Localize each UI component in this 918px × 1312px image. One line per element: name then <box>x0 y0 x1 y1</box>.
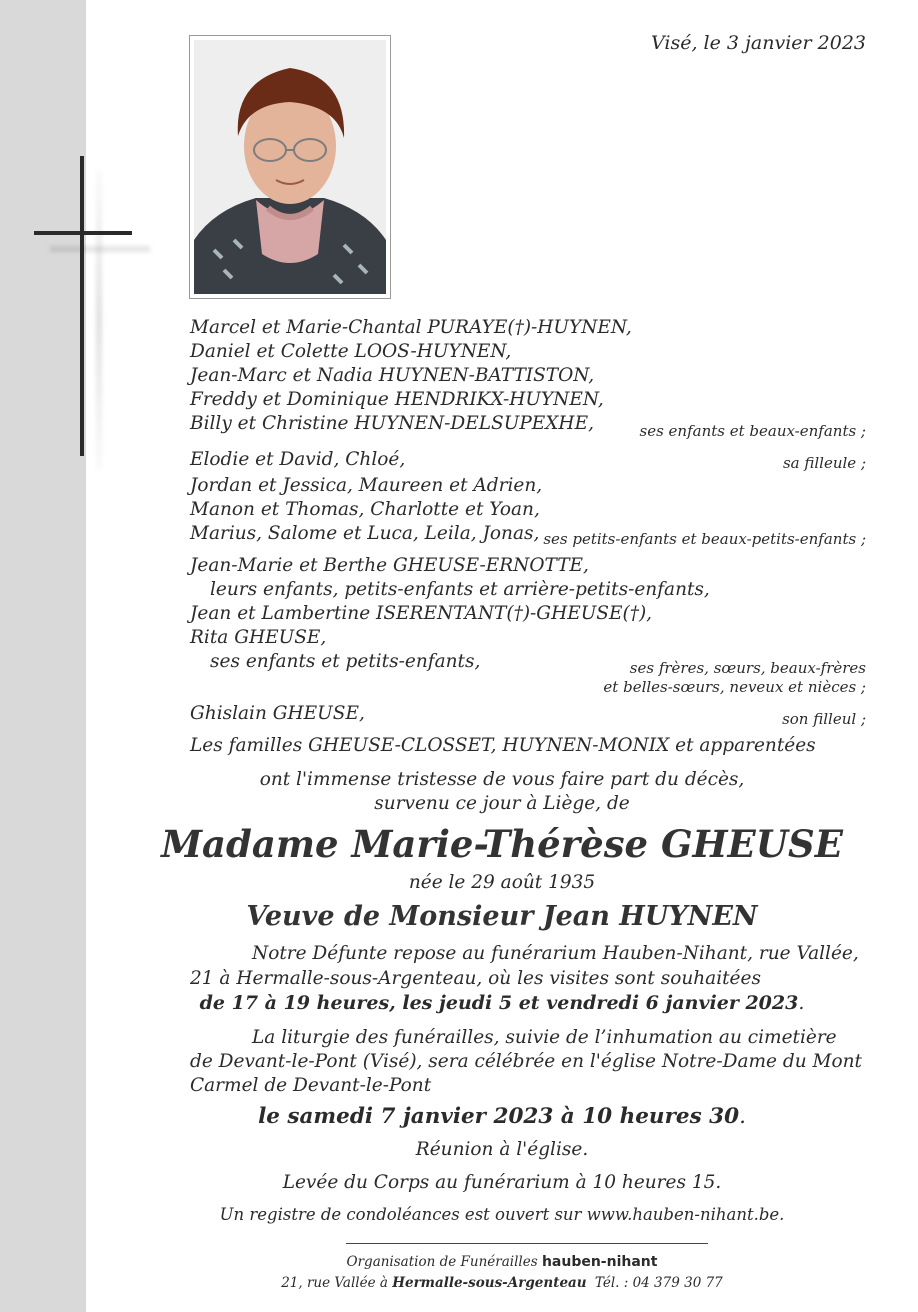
announcement-line: ont l'immense tristesse de vous faire part du décès, <box>259 769 745 790</box>
left-gray-band <box>0 0 86 1312</box>
announcement-line: survenu ce jour à Liège, de <box>374 793 630 814</box>
family-line: Jean et Lambertine ISERENTANT(†)-GHEUSE(†), <box>190 603 653 624</box>
footer-organisation: Organisation de Funérailles hauben-nihant <box>346 1254 658 1270</box>
deceased-name: Madame Marie-Thérèse GHEUSE <box>161 822 843 866</box>
family-line: Daniel et Colette LOOS-HUYNEN, <box>190 341 512 362</box>
family-line: Jordan et Jessica, Maureen et Adrien, <box>190 475 543 496</box>
family-line: Billy et Christine HUYNEN-DELSUPEXHE, <box>190 413 594 434</box>
family-line: Ghislain GHEUSE, <box>190 703 365 724</box>
family-line: Jean-Marie et Berthe GHEUSE-ERNOTTE, <box>190 555 589 576</box>
birth-date: née le 29 août 1935 <box>408 872 596 893</box>
meeting-note: Réunion à l'église. <box>415 1139 589 1160</box>
visit-hours: de 17 à 19 heures, les jeudi 5 et vendredi 6 janvier 2023. <box>199 992 805 1014</box>
relation-note: sa filleule ; <box>782 454 866 472</box>
cross-shadow <box>96 170 102 470</box>
detail-line: Carmel de Devant-le-Pont <box>190 1075 432 1096</box>
relation-note: ses frères, sœurs, beaux-frères <box>629 659 866 677</box>
funeral-home-logo: hauben-nihant <box>541 1254 658 1270</box>
family-line: Les familles GHEUSE-CLOSSET, HUYNEN-MONIX et apparentées <box>190 735 816 756</box>
family-line: ses enfants et petits-enfants, <box>210 651 481 672</box>
relation-note: son filleul ; <box>782 710 866 728</box>
relation-note: et belles-sœurs, neveux et nièces ; <box>603 678 866 696</box>
register-note: Un registre de condoléances est ouvert sur www.hauben-nihant.be. <box>219 1205 785 1224</box>
detail-line: 21 à Hermalle-sous-Argenteau, où les visites sont souhaitées <box>190 968 761 989</box>
notice-date: Visé, le 3 janvier 2023 <box>650 32 866 54</box>
widow-of: Veuve de Monsieur Jean HUYNEN <box>246 901 758 932</box>
family-line: Marcel et Marie-Chantal PURAYE(†)-HUYNEN, <box>190 317 632 338</box>
levee-note: Levée du Corps au funérarium à 10 heures 15. <box>282 1172 722 1193</box>
family-line: Elodie et David, Chloé, <box>190 449 406 470</box>
relation-note: ses petits-enfants et beaux-petits-enfants ; <box>543 530 866 548</box>
detail-line: La liturgie des funérailles, suivie de l’inhumation au cimetière <box>252 1027 837 1048</box>
detail-line: Notre Défunte repose au funérarium Hauben-Nihant, rue Vallée, <box>252 943 859 964</box>
portrait-photo <box>194 40 386 294</box>
detail-line: de Devant-le-Pont (Visé), sera célébrée en l'église Notre-Dame du Mont <box>190 1051 862 1072</box>
family-line: Rita GHEUSE, <box>190 627 327 648</box>
cross-icon-bar <box>34 231 132 235</box>
family-line: Manon et Thomas, Charlotte et Yoan, <box>190 499 540 520</box>
family-line: Jean-Marc et Nadia HUYNEN-BATTISTON, <box>190 365 595 386</box>
family-line: Marius, Salome et Luca, Leila, Jonas, <box>190 523 540 544</box>
family-line: leurs enfants, petits-enfants et arrière-petits-enfants, <box>210 579 710 600</box>
family-line: Freddy et Dominique HENDRIKX-HUYNEN, <box>190 389 604 410</box>
ceremony-datetime: le samedi 7 janvier 2023 à 10 heures 30. <box>258 1104 746 1129</box>
footer-divider <box>346 1243 708 1244</box>
relation-note: ses enfants et beaux-enfants ; <box>639 422 866 440</box>
footer-address: 21, rue Vallée à Hermalle-sous-Argenteau Tél. : 04 379 30 77 <box>281 1275 723 1291</box>
portrait-frame <box>189 35 391 299</box>
cross-shadow-horizontal <box>50 246 150 252</box>
cross-icon <box>80 156 84 456</box>
